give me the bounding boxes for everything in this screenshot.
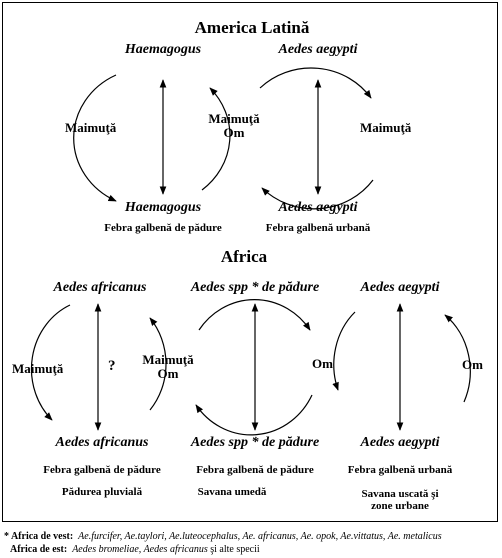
africa-c2-habitat: Savana umedă bbox=[197, 486, 267, 498]
latin-left-cycle bbox=[74, 75, 230, 201]
latin-right-cycle bbox=[260, 68, 373, 209]
cycle-arc bbox=[334, 312, 355, 390]
africa-c3-habitat-line1: Savana uscată şi bbox=[361, 488, 439, 500]
footnote-east-rest: şi alte specii bbox=[207, 544, 260, 555]
africa-c3-host-human: Om bbox=[462, 357, 483, 372]
latin-left-vector-bottom: Haemagogus bbox=[124, 200, 202, 215]
africa-c3-vector-top: Aedes aegypti bbox=[360, 280, 440, 295]
footnote-east-africa bbox=[10, 544, 260, 555]
latin-left-host-monkey: Maimuţă bbox=[65, 120, 117, 135]
latin-right-caption: Febra galbenă urbană bbox=[265, 222, 371, 234]
africa-cycle-2 bbox=[196, 300, 312, 435]
africa-c1-caption: Febra galbenă de pădure bbox=[43, 464, 161, 476]
africa-c2-vector-bottom: Aedes spp * de pădure bbox=[190, 435, 320, 450]
latin-shared-host-monkey: Maimuţă bbox=[208, 111, 260, 126]
africa-heading: Africa bbox=[220, 247, 268, 266]
latin-america-heading: America Latină bbox=[194, 18, 310, 37]
africa-shared-host-monkey: Maimuţă bbox=[142, 352, 194, 367]
latin-right-host-monkey: Maimuţă bbox=[360, 120, 412, 135]
cycle-arc bbox=[196, 395, 312, 435]
africa-c2-vector-top: Aedes spp * de pădure bbox=[190, 280, 320, 295]
footnote-east-label: Africa de est: bbox=[10, 544, 68, 555]
africa-c1-vector-bottom: Aedes africanus bbox=[55, 435, 149, 450]
africa-cycle-3 bbox=[334, 304, 470, 430]
latin-shared-host-human: Om bbox=[223, 125, 245, 140]
footnote-west-species: Ae.furcifer, Ae.taylori, Ae.luteocephalus, Ae. africanus, Ae. opok, Ae.vittatus, Ae. metalicus bbox=[78, 531, 442, 542]
latin-right-vector-top: Aedes aegypti bbox=[278, 42, 358, 57]
cycle-arc bbox=[74, 75, 116, 201]
africa-c1-vector-top: Aedes africanus bbox=[53, 280, 147, 295]
africa-c2-host-human: Om bbox=[312, 356, 333, 371]
africa-c3-vector-bottom: Aedes aegypti bbox=[360, 435, 440, 450]
africa-c1-habitat: Pădurea pluvială bbox=[61, 486, 143, 498]
footnote-west-label: Africa de vest: bbox=[10, 531, 74, 542]
footnote-west-africa bbox=[4, 531, 442, 542]
africa-c3-caption: Febra galbenă urbană bbox=[347, 464, 453, 476]
africa-c3-habitat-line2: zone urbane bbox=[371, 500, 429, 512]
africa-c2-caption: Febra galbenă de pădure bbox=[196, 464, 314, 476]
latin-left-vector-top: Haemagogus bbox=[124, 42, 202, 57]
latin-right-vector-bottom: Aedes aegypti bbox=[278, 200, 358, 215]
footnote-west-marker: * bbox=[4, 531, 11, 542]
africa-c1-question-mark: ? bbox=[108, 358, 116, 374]
cycle-arc bbox=[260, 68, 371, 98]
latin-left-caption: Febra galbenă de pădure bbox=[104, 222, 222, 234]
africa-c1-host-monkey: Maimuţă bbox=[12, 361, 64, 376]
africa-shared-host-human: Om bbox=[157, 366, 179, 381]
footnote-east-species: Aedes bromeliae, Aedes africanus bbox=[72, 544, 208, 555]
